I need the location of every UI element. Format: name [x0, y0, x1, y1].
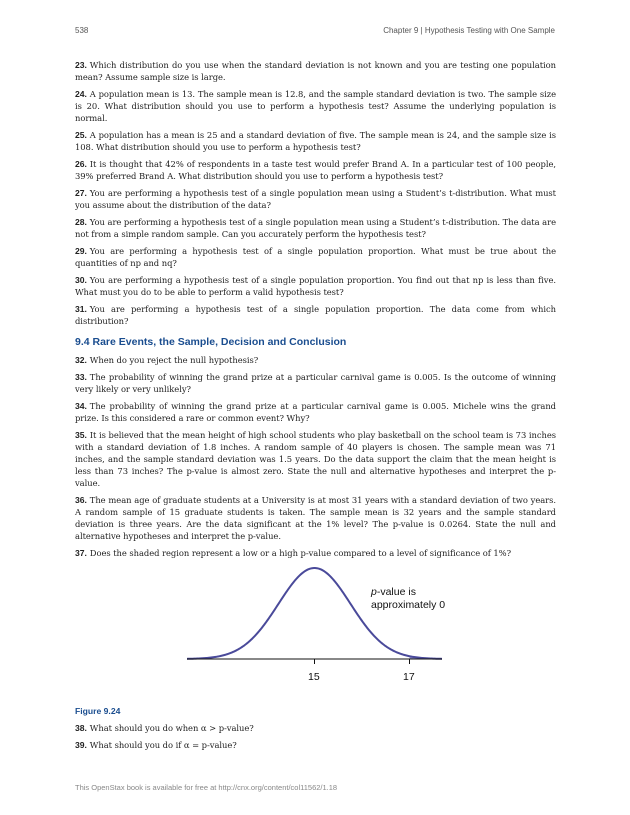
question-35 [75, 429, 556, 489]
question-number: 39. [75, 740, 87, 750]
question-text: The mean age of graduate students at a University is at most 31 years with a standard deviation of two years. A random sample of 15 graduate students is taken. The sample mean is 32 years and the sample standard deviation is three years. Are the data significant at the 1% level? The p-value is 0.0264. State the null and alternative hypotheses and interpret the p-value. [75, 495, 556, 541]
page-header [75, 26, 555, 38]
question-31 [75, 303, 556, 327]
question-number: 25. [75, 130, 87, 140]
question-text: It is thought that 42% of respondents in a taste test would prefer Brand A. In a particular test of 100 people, 39% preferred Brand A. What distribution should you use to perform a hypothesis test? [75, 159, 556, 181]
question-text: What should you do when α > p-value? [89, 723, 254, 733]
question-text: It is believed that the mean height of high school students who play basketball on the school team is 73 inches with a standard deviation of 1.8 inches. A random sample of 40 players is chosen. The sample mean was 71 inches, and the sample standard deviation was 1.5 years. Do the data support the claim that the mean height is less than 73 inches? The p-value is almost zero. State the null and alternative hypotheses and interpret the p-value. [75, 430, 556, 488]
question-text: What should you do if α = p-value? [89, 740, 237, 750]
question-number: 30. [75, 275, 87, 285]
question-text: You are performing a hypothesis test of a single population proportion. What must be true about the quantities of np and nq? [75, 246, 556, 268]
question-text: You are performing a hypothesis test of a single population proportion. You find out that np is less than five. What must you do to be able to perform a valid hypothesis test? [75, 275, 556, 297]
question-number: 38. [75, 723, 87, 733]
question-number: 32. [75, 355, 87, 365]
question-list-b [75, 354, 556, 559]
question-text: You are performing a hypothesis test of a single population mean using a Student’s t-distribution. The data are not from a simple random sample. Can you accurately perform the hypothesis test? [75, 217, 556, 239]
section-title: 9.4 Rare Events, the Sample, Decision and Conclusion [75, 336, 347, 348]
question-33 [75, 371, 556, 395]
question-number: 27. [75, 188, 87, 198]
tick-label-15: 15 [308, 671, 320, 683]
question-text: The probability of winning the grand prize at a particular carnival game is 0.005. Michele wins the grand prize. Is this considered a rare or common event? Why? [75, 401, 556, 423]
question-number: 36. [75, 495, 87, 505]
question-24 [75, 88, 556, 124]
question-text: When do you reject the null hypothesis? [89, 355, 259, 365]
question-37 [75, 547, 556, 559]
question-text: Does the shaded region represent a low or a high p-value compared to a level of significance of 1%? [89, 548, 512, 558]
page-footer: This OpenStax book is available for free at http://cnx.org/content/col11562/1.18 [75, 783, 338, 792]
question-number: 34. [75, 401, 87, 411]
question-23 [75, 59, 556, 83]
figure-caption: Figure 9.24 [75, 706, 121, 716]
question-number: 26. [75, 159, 87, 169]
question-25 [75, 129, 556, 153]
question-number: 24. [75, 89, 87, 99]
tick-label-17: 17 [403, 671, 415, 683]
question-text: A population has a mean is 25 and a standard deviation of five. The sample mean is 24, and the sample size is 108. What distribution should you use to perform a hypothesis test? [75, 130, 556, 152]
question-number: 29. [75, 246, 87, 256]
chapter-title: Chapter 9 | Hypothesis Testing with One Sample [383, 26, 555, 35]
question-34 [75, 400, 556, 424]
question-28 [75, 216, 556, 240]
question-32 [75, 354, 556, 366]
question-number: 23. [75, 60, 87, 70]
question-number: 31. [75, 304, 87, 314]
question-38 [75, 722, 556, 734]
question-number: 28. [75, 217, 87, 227]
normal-curve [187, 568, 442, 659]
question-36 [75, 494, 556, 542]
question-list-c [75, 722, 556, 751]
p-value-annotation-line1: p-value is [371, 586, 416, 598]
question-27 [75, 187, 556, 211]
question-text: Which distribution do you use when the standard deviation is not known and you are testing one population mean? Assume sample size is large. [75, 60, 556, 82]
question-text: You are performing a hypothesis test of a single population mean using a Student’s t-distribution. What must you assume about the distribution of the data? [75, 188, 556, 210]
question-number: 33. [75, 372, 87, 382]
question-number: 37. [75, 548, 87, 558]
page-content [75, 59, 556, 756]
question-text: The probability of winning the grand prize at a particular carnival game is 0.005. Is the outcome of winning very likely or very unlikely? [75, 372, 556, 394]
question-text: You are performing a hypothesis test of a single population proportion. The data come from which distribution? [75, 304, 556, 326]
question-39 [75, 739, 556, 751]
question-30 [75, 274, 556, 298]
question-29 [75, 245, 556, 269]
question-text: A population mean is 13. The sample mean is 12.8, and the sample standard deviation is two. The sample size is 20. What distribution should you use to perform a hypothesis test? Assume the underlying population is normal. [75, 89, 556, 123]
normal-curve-figure [75, 564, 556, 698]
question-number: 35. [75, 430, 87, 440]
page-number: 538 [75, 26, 89, 35]
question-26 [75, 158, 556, 182]
question-list-a [75, 59, 556, 327]
p-value-annotation-line2: approximately 0 [371, 599, 446, 611]
